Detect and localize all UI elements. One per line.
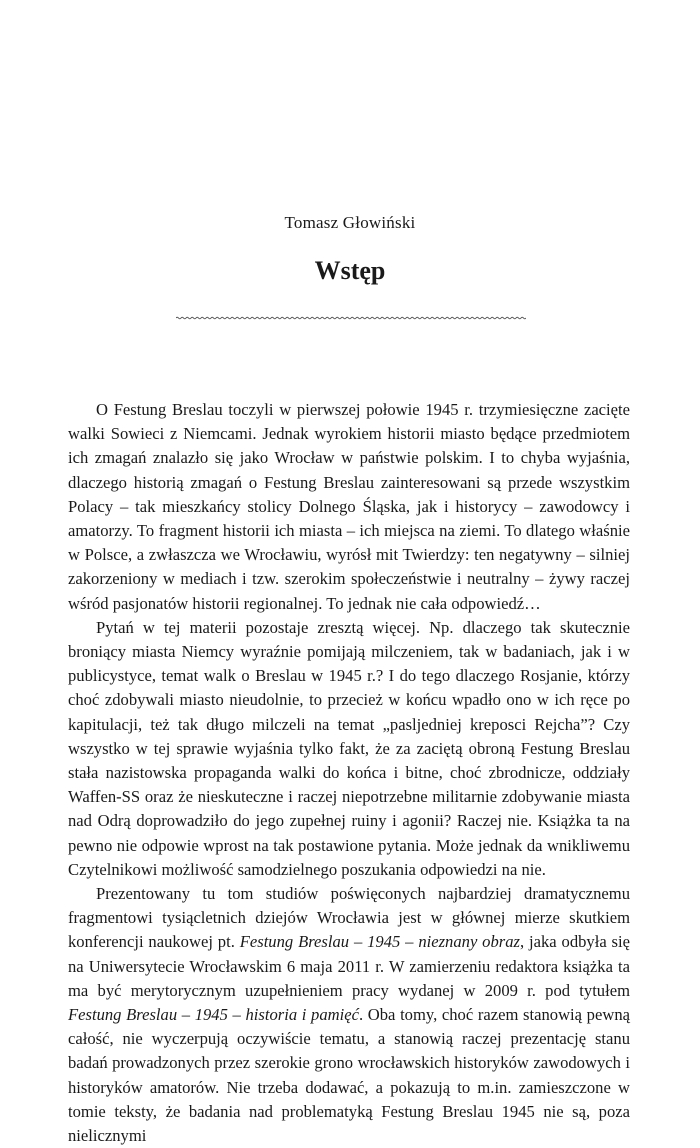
paragraph (68, 398, 630, 616)
decorative-wavy-rule (176, 313, 526, 323)
text-run: , jaka odbyła się na Uniwersytecie Wrocławskim 6 maja 2011 r. W zamierzeniu redaktora książka ta ma być merytorycznym uzupełnieniem pracy wydanej w 2009 r. pod tytułem (68, 932, 630, 1000)
paragraph (68, 882, 630, 1148)
text-run: O Festung Breslau toczyli w pierwszej połowie 1945 r. trzymiesięczne zacięte walki Sowieci z Niemcami. Jednak wyrokiem historii miasto będące przedmiotem ich zmagań znalazło się jako Wrocław w państwie polskim. I to chyba wyjaśnia, dlaczego historią zmagań o Festung Breslau zainteresowani są przede wszystkim Polacy – tak mieszkańcy stolicy Dolnego Śląska, jak i historycy – zawodowcy i amatorzy. To fragment historii ich miasta – ich miejsca na ziemi. To dlatego właśnie w Polsce, a zwłaszcza we Wrocławiu, wyrósł mit Twierdzy: ten negatywny – silniej zakorzeniony w mediach i tzw. szerokim społeczeństwie i neutralny – żywy raczej wśród pasjonatów historii regionalnej. To jednak nie cała odpowiedź… (68, 400, 630, 613)
paragraph (68, 616, 630, 882)
author-name: Tomasz Głowiński (284, 213, 416, 232)
text-run: . Oba tomy, choć razem stanowią pewną całość, nie wyczerpują oczywiście tematu, a stanowią raczej prezentację stanu badań prowadzonych przez szerokie grono wrocławskich historyków zawodowych i historyków amatorów. Nie trzeba dodawać, a pokazują to m.in. zamieszczone w tomie teksty, że badania nad problematyką Festung Breslau 1945 nie są, poza nielicznymi (68, 1005, 630, 1146)
text-run: Pytań w tej materii pozostaje zresztą więcej. Np. dlaczego tak skutecznie broniący miasta Niemcy wyraźnie pomijają milczeniem, tak w badaniach, jak i w publicystyce, temat walk o Breslau w 1945 r.? I do tego dlaczego Rosjanie, którzy choć zdobywali miasto nieudolnie, to przecież w końcu wpadło ono w ich ręce po kapitulacji, też tak długo milczeli na temat „pasljedniej kreposci Rejcha”? Czy wszystko w tej sprawie wyjaśnia tylko fakt, że za zaciętą obroną Festung Breslau stała nazistowska propaganda walki do końca i bitne, choć zbrodnicze, oddziały Waffen-SS oraz że nieskuteczne i raczej niepotrzebne militarnie zdobywanie miasta nad Odrą doprowadziło do jego zupełnej ruiny i agonii? Raczej nie. Książka ta na pewno nie odpowie wprost na tak postawione pytania. Może jednak da wnikliwemu Czytelnikowi możliwość samodzielnego poszukania odpowiedzi na nie. (68, 617, 630, 879)
italic-title-run: Festung Breslau – 1945 – historia i pamięć (68, 1005, 359, 1025)
italic-title-run: Festung Breslau – 1945 – nieznany obraz (239, 932, 520, 952)
chapter-title: Wstęp (314, 256, 386, 285)
body-text (68, 398, 630, 1148)
text-run: Prezentowany tu tom studiów poświęconych najbardziej dramatycznemu fragmentowi tysiącletnich dziejów Wrocławia jest w głównej mierze skutkiem konferencji naukowej pt. (68, 884, 630, 952)
